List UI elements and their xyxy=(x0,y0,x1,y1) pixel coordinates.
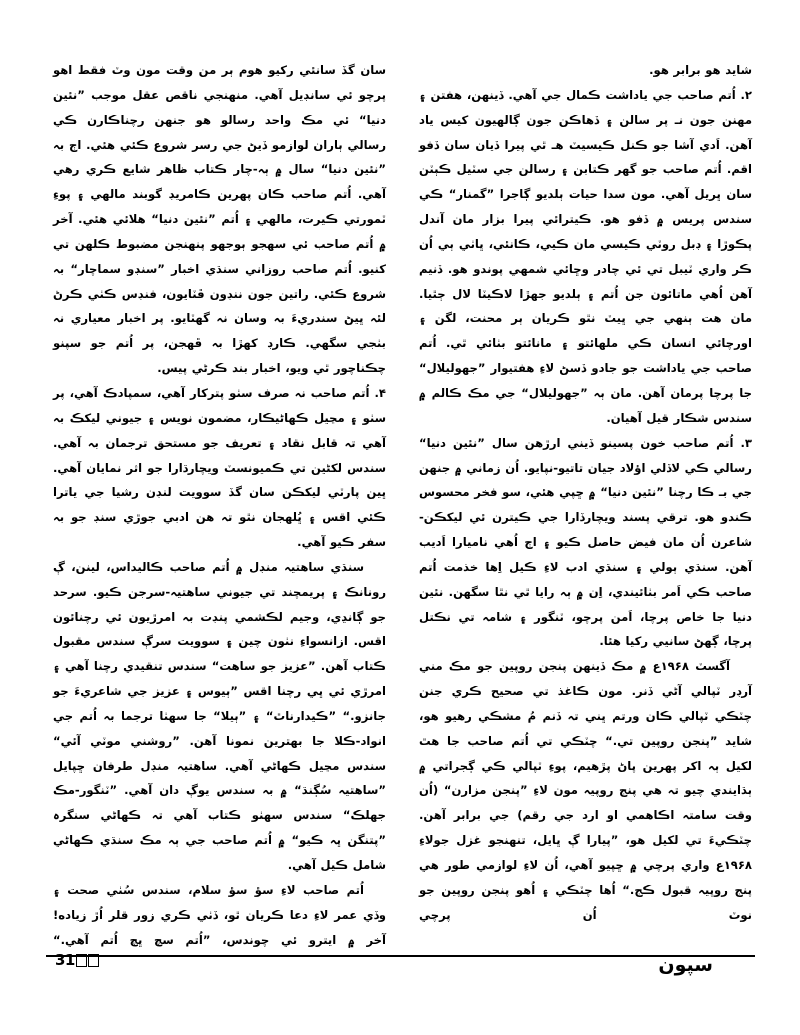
paragraph: آگسٽ ۱۹۶۸ع ۾ مڪ ڏينهن پنجن روپين جو مڪ مني آرڊر ٽپالي آڻي ڏنر. مون ڪاغذ تي صحيح ڪري جنن چٽڪي ٽپالي ڪان ورتم ڀني تہ ڏنم مُ مشڪي رهيو هو، شايد ”پنجن روپين تي.“ چٽڪي تي اُتم صاحب جا هٿ لکيل ٻہ اکر پهرين پاڻ پڙهيم، پوءِ ٽپالي ڪي ڳجراتي ۾ ٻڌايندي چيو تہ هي پنج روپيہ مون لاءِ ”پنجن مزارن“ (اُن وقت سامتہ اڪاهمي او ارد جي رقم) جي برابر آهن. چٽڪيءَ تي لکيل هو، ”پيارا ڳ ڀايل، تنهنجو غزل جولاءِ ۱۹۶۸ع واري پرچي ۾ ڇپيو آهي، اُن لاءِ لوازمي طور هي پنج روپيہ قبول ڪج.“ اُها چٽڪي ۽ اُهو پنجن روپين جو نوٽ اُن پرچي xyxy=(419,659,752,922)
page-footer xyxy=(46,952,755,1002)
paragraph: سنڌي ساهتيہ منڊل ۾ اُتم صاحب ڪاليداس، لينن، ڳ رونانڪ ۽ پريمچند تي جيوني ساهتيہ-سرجن ڪيو. سرحد جو ڳانڍي، وجيم لڪشمي پنڊت بہ امرڙيون ئي رچنائون اقس. ازانسواءِ نٺون چين ۽ سوويت سرڳ سندس مقبول ڪتاب آهن. ”عزيز جو ساهت“ سندس تنقيدي رچنا آهي ۽ امرڙي ئي ڀي رچنا اقس ”ٻيوس ۽ عزيز جي شاعريءَ جو جانزو.“ ”ڪيدارناٿ“ ۽ ”ٻيلا“ جا سهٺا ترجما بہ اُتم جي انواد-ڪلا جا بهترين نمونا آهن. ”روشني موٽي آئي“ سندس مڃيل ڪهاڻي آهي. ساهتيہ منڊل طرفان ڇپايل ”ساهتيہ سُڳنڌ“ ۾ بہ سندس يوڳ دان آهي. ”ٽنگور-مڪ جهلڪ“ سندس سهٺو ڪتاب آهي تہ ڪهاڻي سنگرہ ”پتنگن ڀہ ڪيو“ ۾ اُتم صاحب جي ٻہ مڪ سنڌي ڪهاڻي شامل ڪيل آهي. xyxy=(53,559,386,872)
text-column-right xyxy=(419,58,752,938)
paragraph: اُتم صاحب لاءِ سؤ سؤ سلام، سندس سُٺي صحت ۽ وڏي عمر لاءِ دعا ڪريان ٿو، ڏٺي ڪري زور قلر اُڙ زياده! آخر ۾ ايترو ئي چوندس، ”اُتم سچ ڀچ اُتم آهي.“ xyxy=(53,882,386,947)
missing-glyph-box-icon xyxy=(76,954,87,967)
paragraph-numbered: ۴. اُتم صاحب نہ صرف سٺو پتركار آهي، سمپادڪ آهي، پر سٺو ۽ مڃيل ڪهاڻيڪار، مضمون نويس ۽ جيوني ليکڪ بہ آهي تہ قابل نقاد ۽ تعريف جو مستحق ترجمان بہ آهي. سندس لکڻين تي ڪميونسٽ ويچارڌارا جو اثر نمايان آهي. ڀين پارٽي ليکڪن سان گڏ سوويت لنڊن رشيا جي ياترا ڪئي اقس ۽ ڀُلهجان نٿو تہ هن ادبي جوڙي سنڊ جو بہ سفر ڪيو آهي. xyxy=(53,385,386,550)
paragraph: سان گڏ سانئي رکيو هوم ٻر من وقت مون وٽ فقط اهو پرچو ئي سانڊيل آهي. منهنجي ناقص عقل موجب ”نئين دنيا“ ئي مڪ واحد رسالو هو جنهن رچناڪارن ڪي رسالي ٻاران لوازمو ڏيڻ جي رسر شروع ڪئي هئي. اڄ بہ ”نئين دنيا“ سال ۾ ٻہ-چار ڪتاب ظاهر شايع ڪري رهي آهي. اُتم صاحب ڪان پهرين ڪامريڊ گوبند مالهي ۽ پوءِ ٽمورتي ڪيرت، مالهي ۽ اُتم ”نئين دنيا“ هلائي هئي. آخر ۾ اُتم صاحب ئي سهجو ٻوجهو پنهنجن مضبوط ڪلهن تي کنيو. اُتم صاحب روزاني سنڌي اخبار ”سنڊو سماچار“ بہ شروع ڪئي. راتين جون ننڊون ڦٽايون، فنڊس ڪٺي ڪرڻ لئہ ڀيڻ سندريءَ بہ وسان نہ گهٽايو. پر اخبار معياري نہ بٺجي سگهي. ڪارڊ کهڙا بہ ڦهجن، پر اُتم جو سپنو چڪناچور ٿي ويو، اخبار بند ڪرڻي پيس. xyxy=(53,63,386,376)
paragraph-numbered: ۳. اُتم صاحب خون پسينو ڏيني ارڙهن سال ”نئين دنيا“ رسالي ڪي لاڏلي اؤلاد جيان تاتيو-نپايو. اُن زماني ۾ جنهن جي بـ ڪا رچنا ”نئين دنيا“ ۾ ڇپي هئي، سو فخر محسوس ڪندو هو. ترقي پسند ويچارڏارا جي ڪيترن ئي ليکڪن-شاعرن اُن مان فيض حاصل ڪيو ۽ اڄ اُهي ناميارا اَديب آهن. سنڌي ٻولي ۽ سنڌي ادب لاءِ ڪيل اِها خذمت اُتم صاحب ڪي اَمر بٺائيندي، اِن ۾ ٻہ رايا ٿي نٿا سگهن. نئين دنيا جا خاص پرچا، اَمن پرچو، ٽنگور ۽ شامہ تي نڪتل پرچا، ڳهڻ سانيي رکيا هئا. xyxy=(419,435,752,649)
page-number xyxy=(55,952,99,968)
paragraph: شايد هو برابر هو. xyxy=(649,63,752,77)
footer-book-title: سپون xyxy=(658,954,713,976)
paragraph-numbered: ۲. اُتم صاحب جي ياداشت ڪمال جي آهي. ڏينهن، هفتن ۽ مهنن جون نـ پر سالن ۽ ڏهاڪن جون ڳالهيون کيس ياد آهن. اَدي آشا جو ڪنل ڪيسيٽ هـ ٿي پيرا ڏيان سان ڏفو اقم. اُتم صاحب جو گهر ڪتابن ۽ رسالن جي سٽيل ڪٻٽن سان ڀريل آهي. مون سدا حيات ٻلديو ڳاجرا ”گمنار“ ڪي سندس پريس ۾ ڏفو هو. ڪيترائي پيرا بزار مان آندل پڪوڙا ۽ ڊبل روٽي ڪيسي مان ڪيي، ڪانئي، ڀاٺي ٻي اُن ڪر واري ٽيبل تي ئي چادر وڇائي شمهي پوندو هو. ڏنيم آهن اُهي ماتائون جن اُتم ۽ ٻلديو جهڙا لاڪيٽا لال ڄٿيا. مان هت ٻنهي جي ڀيٽ نٿو ڪريان ٻر محنت، لگن ۽ اورچائي انسان ڪي ملهائتو ۽ مانائتو بٺائي ٿي. اُتم صاحب جي ياداشت جو جادو ڏسڻ لاءِ هفتيوار ”جهوليلال“ جا پرچا پرمان آهن. مان ٻہ ”جهوليلال“ جي مڪ ڪالم ۾ سندس شڪار قيل آهيان. xyxy=(419,87,752,425)
missing-glyph-box-icon xyxy=(88,954,99,967)
page-number-value: 31 xyxy=(55,951,75,969)
two-column-text-body xyxy=(52,58,752,947)
text-column-left xyxy=(53,58,386,947)
